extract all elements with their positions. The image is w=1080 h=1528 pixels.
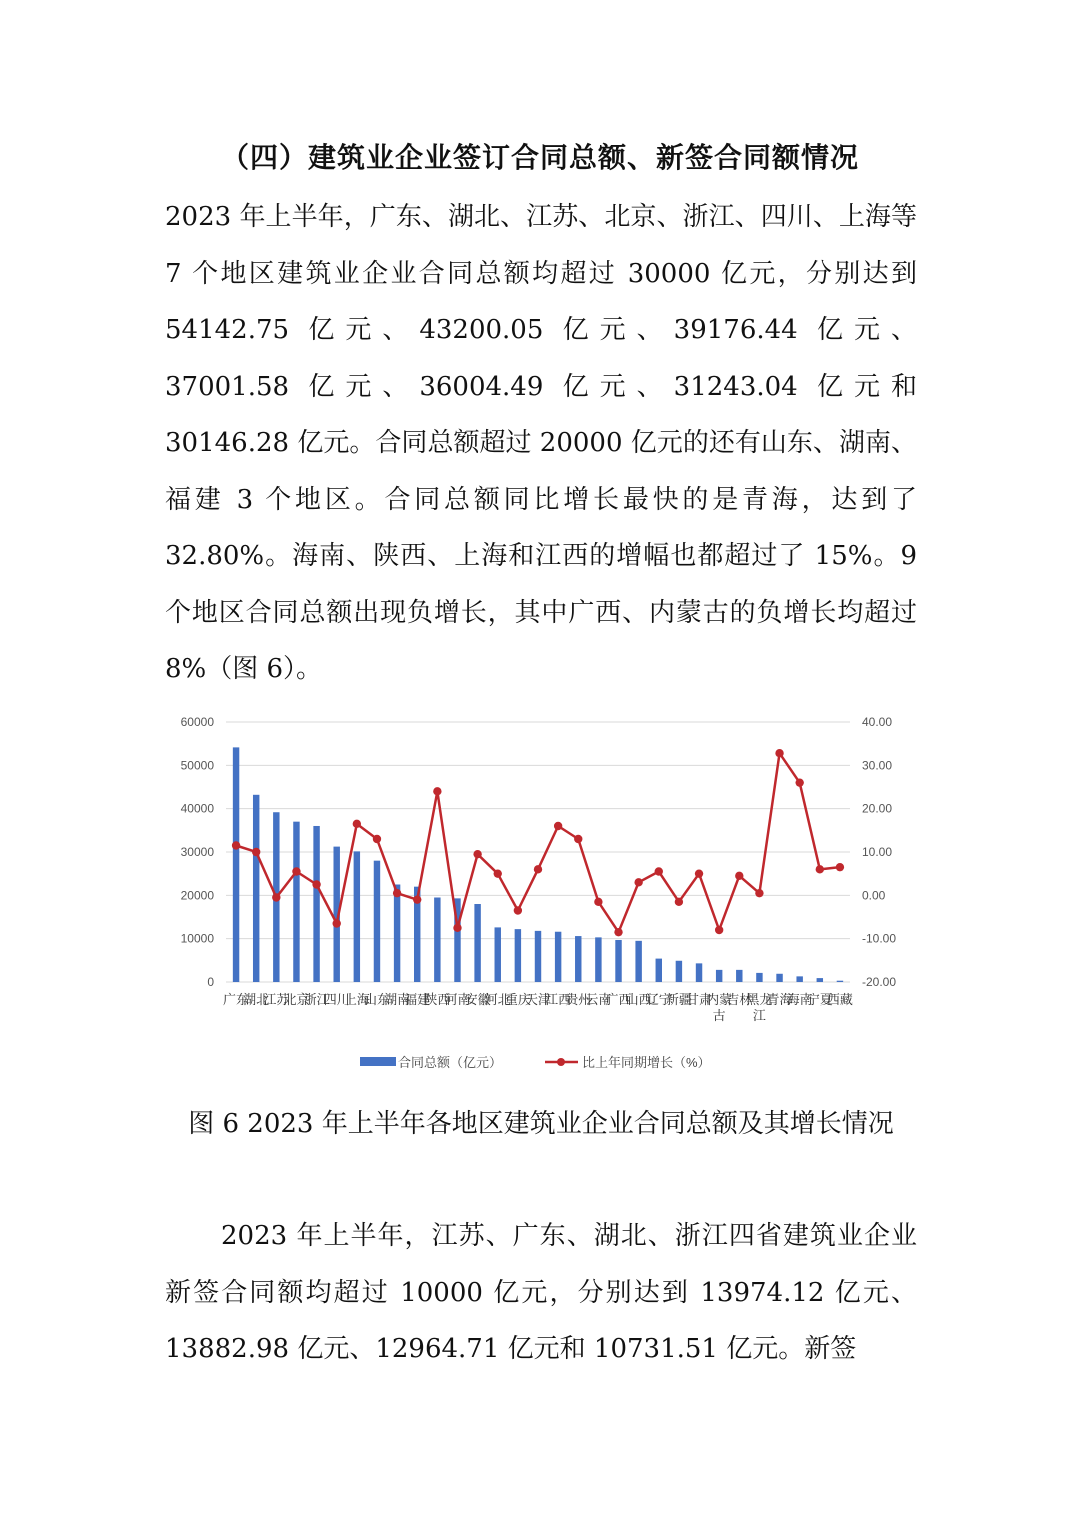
paragraph-new-contracts: 2023 年上半年，江苏、广东、湖北、浙江四省建筑业企业新签合同额均超过 10000 亿元，分别达到 13974.12 亿元、13882.98 亿元、12964.71 亿元和 10731.51 亿元。新签 — [165, 1221, 917, 1364]
growth-point-广东 — [232, 841, 240, 849]
bar-内蒙古 — [716, 970, 722, 982]
growth-point-广西 — [614, 928, 622, 936]
bar-广西 — [615, 940, 621, 982]
legend-swatch-bars — [360, 1057, 396, 1066]
category-label-line: 西藏 — [826, 992, 853, 1007]
right-tick-label: 10.00 — [862, 845, 893, 859]
category-label-line: 青海 — [766, 992, 793, 1007]
category-label-line: 山东 — [363, 992, 390, 1007]
growth-point-安徽 — [473, 850, 481, 858]
bar-重庆 — [515, 929, 521, 982]
section-heading: （四）建筑业企业签订合同总额、新签合同额情况 — [220, 141, 859, 174]
left-tick-label: 20000 — [180, 888, 214, 903]
bar-湖南 — [394, 885, 400, 983]
category-label-line: 吉林 — [726, 992, 753, 1007]
category-label-line: 贵州 — [565, 992, 592, 1007]
category-label-西藏 — [827, 992, 853, 1007]
growth-point-上海 — [353, 820, 361, 828]
category-labels — [223, 992, 853, 1023]
category-label-line: 广东 — [223, 992, 250, 1007]
bar-贵州 — [575, 936, 581, 982]
contract-total-bars — [233, 747, 843, 982]
right-axis-ticks — [862, 715, 896, 989]
left-axis-ticks — [181, 715, 215, 989]
right-tick-label: 30.00 — [862, 758, 893, 773]
growth-line — [232, 749, 844, 936]
bar-河北 — [495, 927, 501, 982]
growth-point-湖南 — [393, 889, 401, 897]
bar-安徽 — [474, 904, 480, 982]
growth-series-line — [236, 753, 840, 932]
growth-point-福建 — [413, 895, 421, 903]
bar-吉林 — [736, 970, 742, 982]
growth-point-宁夏 — [816, 865, 824, 873]
legend-label-line: 比上年同期增长（%） — [582, 1055, 711, 1070]
bar-上海 — [354, 851, 360, 982]
category-label-line: 云南 — [585, 992, 612, 1007]
category-label-line: 山西 — [625, 992, 652, 1007]
bar-辽宁 — [656, 959, 662, 982]
category-label-line: 天津 — [524, 992, 552, 1007]
growth-point-云南 — [594, 898, 602, 906]
growth-point-黑龙江 — [755, 889, 763, 897]
legend-label-bars: 合同总额（亿元） — [398, 1055, 503, 1070]
growth-point-山西 — [634, 878, 642, 886]
bar-云南 — [595, 937, 601, 982]
bar-宁夏 — [817, 978, 823, 982]
right-tick-label: 20.00 — [862, 801, 893, 816]
category-label-line: 河南 — [444, 992, 471, 1007]
bar-黑龙江 — [756, 973, 762, 982]
category-label-line: 北京 — [283, 992, 310, 1007]
left-tick-label: 60000 — [180, 715, 214, 729]
category-label-line: 上海 — [343, 992, 370, 1007]
growth-point-内蒙古 — [715, 926, 723, 934]
bar-山东 — [374, 861, 380, 982]
growth-point-天津 — [534, 865, 542, 873]
bar-北京 — [293, 822, 299, 982]
growth-point-江西 — [554, 822, 562, 830]
bar-天津 — [535, 931, 541, 982]
category-label-line: 湖南 — [384, 992, 411, 1007]
growth-point-新疆 — [675, 898, 683, 906]
growth-point-陕西 — [433, 787, 441, 795]
category-label-line: 宁夏 — [806, 992, 833, 1007]
growth-point-湖北 — [252, 848, 260, 856]
category-label-line: 内蒙 — [706, 992, 733, 1007]
bar-山西 — [635, 941, 641, 982]
growth-point-四川 — [333, 919, 341, 927]
growth-point-吉林 — [735, 872, 743, 880]
growth-point-甘肃 — [695, 869, 703, 877]
category-label-line: 湖北 — [243, 992, 270, 1007]
growth-point-北京 — [292, 867, 300, 875]
figure-caption: 图 6 2023 年上半年各地区建筑业企业合同总额及其增长情况 — [188, 1109, 894, 1139]
category-label-line: 广西 — [605, 992, 632, 1007]
category-label-line: 江 — [752, 1008, 766, 1023]
left-tick-label: 10000 — [180, 931, 214, 946]
legend — [360, 1055, 711, 1070]
left-tick-label: 40000 — [180, 801, 214, 816]
category-label-line: 福建 — [404, 992, 431, 1007]
bar-江西 — [555, 932, 561, 982]
left-tick-label: 0 — [207, 975, 214, 989]
category-label-line: 重庆 — [504, 992, 531, 1007]
bar-广东 — [233, 747, 239, 982]
category-label-line: 甘肃 — [686, 992, 713, 1007]
bar-海南 — [796, 976, 802, 982]
category-label-line: 江苏 — [263, 992, 290, 1007]
category-label-line: 新疆 — [665, 992, 692, 1007]
right-tick-label: 0.00 — [862, 888, 886, 903]
growth-point-河北 — [494, 869, 502, 877]
bar-浙江 — [313, 826, 319, 982]
paragraph-contract-total: 2023 年上半年，广东、湖北、江苏、北京、浙江、四川、上海等 7 个地区建筑业企业合同总额均超过 30000 亿元，分别达到 54142.75 亿元、43200.05 亿元、39176.44 亿元、37001.58 亿元、36004.49 亿元、31243.04 亿元和 30146.28 亿元。合同总额超过 20000 亿元的还有山东、湖南、福建 3 个地区。合同总额同比增长最快的是青海，达到了 32.80%。海南、陕西、上海和江西的增幅也都超过了 15%。9 个地区合同总额出现负增长，其中广西、内蒙古的负增长均超过 8%（图 6）。 — [165, 202, 917, 684]
category-label-line: 四川 — [323, 992, 350, 1007]
category-label-line: 辽宁 — [645, 992, 672, 1007]
contract-total-chart — [160, 705, 920, 1085]
growth-point-山东 — [373, 835, 381, 843]
bar-新疆 — [676, 961, 682, 982]
bar-西藏 — [837, 981, 843, 982]
left-tick-label: 50000 — [180, 758, 214, 773]
category-label-line: 古 — [712, 1008, 726, 1023]
growth-point-江苏 — [272, 893, 280, 901]
growth-point-贵州 — [574, 835, 582, 843]
category-label-line: 江西 — [545, 992, 572, 1007]
growth-point-辽宁 — [655, 867, 663, 875]
growth-point-青海 — [775, 749, 783, 757]
category-label-line: 浙江 — [303, 992, 330, 1007]
bar-湖北 — [253, 795, 259, 982]
growth-point-西藏 — [836, 863, 844, 871]
category-label-line: 陕西 — [424, 992, 451, 1007]
bar-甘肃 — [696, 963, 702, 982]
category-label-line: 海南 — [786, 992, 813, 1007]
right-tick-label: -10.00 — [862, 931, 897, 946]
bar-陕西 — [434, 898, 440, 983]
growth-point-河南 — [453, 924, 461, 932]
right-tick-label: 40.00 — [862, 715, 893, 729]
bar-青海 — [776, 974, 782, 982]
right-tick-label: -20.00 — [862, 975, 897, 989]
legend-swatch-marker — [557, 1058, 565, 1066]
growth-point-浙江 — [312, 880, 320, 888]
category-label-line: 河北 — [484, 992, 511, 1007]
growth-point-海南 — [795, 778, 803, 786]
category-label-line: 黑龙 — [746, 992, 773, 1007]
growth-point-重庆 — [514, 906, 522, 914]
left-tick-label: 30000 — [180, 845, 214, 859]
category-label-line: 安徽 — [464, 992, 491, 1007]
